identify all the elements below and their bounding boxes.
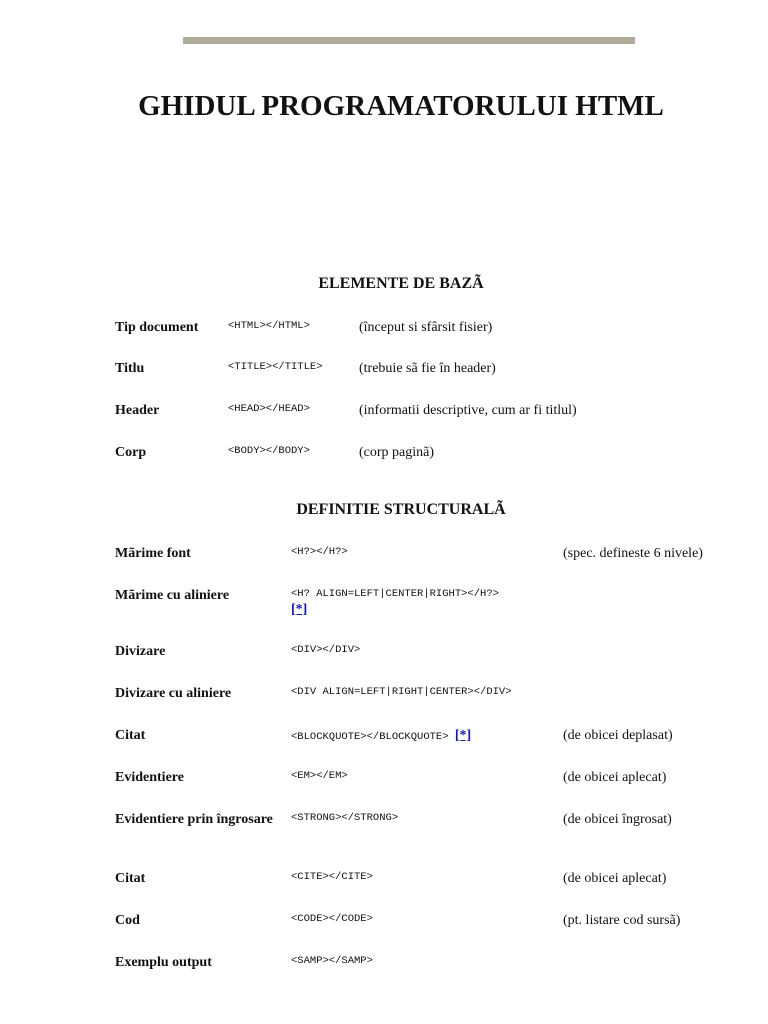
row-code-with-ref: [291, 587, 499, 617]
row-label: Evidentiere: [115, 770, 184, 785]
table-row: [0, 769, 768, 809]
row-code: <DIV></DIV>: [291, 644, 361, 656]
table-row: [0, 319, 768, 359]
row-code: <DIV ALIGN=LEFT|RIGHT|CENTER></DIV>: [291, 686, 512, 698]
table-row: [0, 912, 768, 952]
table-row: [0, 402, 768, 442]
table-row: [0, 360, 768, 400]
row-code: <STRONG></STRONG>: [291, 812, 399, 824]
table-row: [0, 685, 768, 725]
row-label: Citat: [115, 871, 146, 886]
table-row: [0, 954, 768, 994]
row-description: (început si sfârsit fisier): [359, 320, 493, 335]
header-rule: [183, 37, 635, 44]
row-label: Evidentiere prin îngrosare: [115, 812, 273, 827]
row-code: <CITE></CITE>: [291, 871, 373, 883]
row-description: (de obicei îngrosat): [563, 812, 672, 827]
row-code: <BLOCKQUOTE></BLOCKQUOTE>: [291, 731, 449, 743]
row-label: Titlu: [115, 361, 145, 376]
row-label: Mãrime cu aliniere: [115, 588, 230, 603]
row-label: Divizare cu aliniere: [115, 686, 232, 701]
footnote-link[interactable]: [*]: [291, 602, 308, 617]
row-code: <HTML></HTML>: [228, 320, 310, 332]
row-code: <H? ALIGN=LEFT|CENTER|RIGHT></H?>: [291, 588, 499, 600]
table-row: [0, 727, 768, 767]
row-label: Divizare: [115, 644, 166, 659]
row-code: <EM></EM>: [291, 770, 348, 782]
table-row: [0, 811, 768, 851]
row-code: <SAMP></SAMP>: [291, 955, 373, 967]
row-code: <HEAD></HEAD>: [228, 403, 310, 415]
row-description: (de obicei deplasat): [563, 728, 673, 743]
table-row: [0, 587, 768, 627]
row-code: <H?></H?>: [291, 546, 348, 558]
row-code: <BODY></BODY>: [228, 445, 310, 457]
row-label: Tip document: [115, 320, 199, 335]
row-label: Citat: [115, 728, 146, 743]
row-label: Corp: [115, 445, 147, 460]
document-title: GHIDUL PROGRAMATORULUI HTML: [138, 90, 664, 122]
row-description: (spec. defineste 6 nivele): [563, 546, 703, 561]
row-label: Mãrime font: [115, 546, 191, 561]
table-row: [0, 643, 768, 683]
row-code: <TITLE></TITLE>: [228, 361, 323, 373]
table-row: [0, 870, 768, 910]
row-description: (informatii descriptive, cum ar fi titlul): [359, 403, 577, 418]
row-description: (corp paginã): [359, 445, 435, 460]
table-row: [0, 545, 768, 585]
row-description: (trebuie sã fie în header): [359, 361, 496, 376]
row-label: Cod: [115, 913, 140, 928]
table-row: [0, 444, 768, 484]
row-description: (de obicei aplecat): [563, 770, 667, 785]
section-heading-basic-elements: ELEMENTE DE BAZÃ: [318, 275, 484, 292]
row-code-with-ref: [291, 729, 471, 744]
row-description: (pt. listare cod sursã): [563, 913, 681, 928]
row-label: Exemplu output: [115, 955, 212, 970]
section-heading-structural-definition: DEFINITIE STRUCTURALÃ: [296, 501, 506, 518]
row-code: <CODE></CODE>: [291, 913, 373, 925]
row-label: Header: [115, 403, 160, 418]
row-description: (de obicei aplecat): [563, 871, 667, 886]
footnote-link[interactable]: [*]: [454, 728, 472, 743]
